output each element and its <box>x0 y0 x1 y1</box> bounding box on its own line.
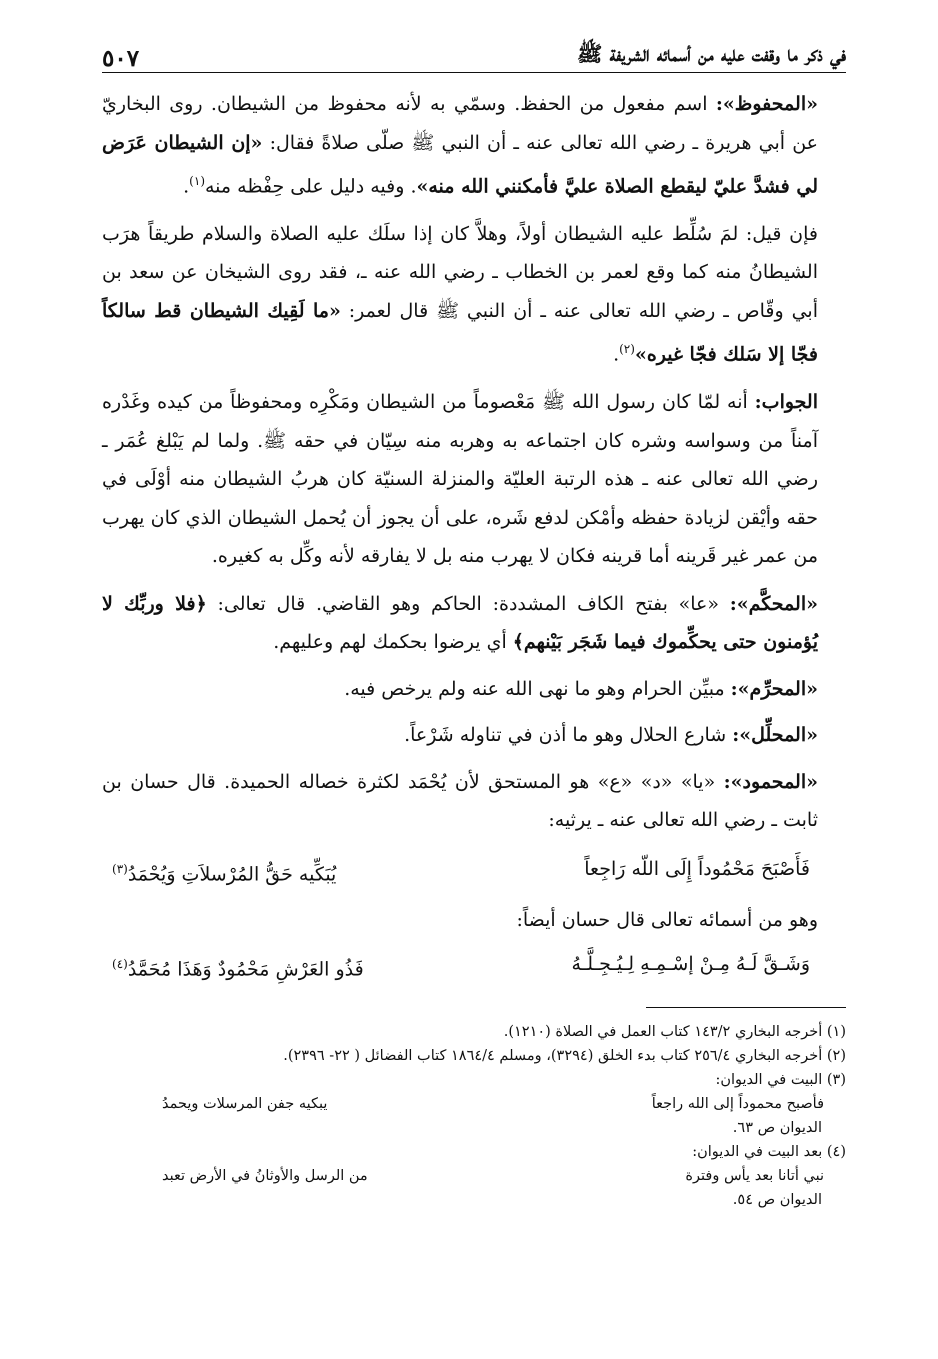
paragraph-muharrim <box>102 671 846 707</box>
footnote-3-source: الديوان ص ٦٣. <box>732 1120 822 1137</box>
term-heading: «المحفوظ»: <box>715 93 818 115</box>
paragraph-text: أنه لمّا كان رسول الله ﷺ مَعْصوماً من الشيطان ومَكْرِه ومحفوظاً من كيده وغَدْره آمناً من وسواسه وشره كان اجتماعه به وهربه منه سِيّان في حقه ﷺ. ولما لم يَبْلغ عُمَر ـ رضي الله تعالى عنه ـ هذه الرتبة العليّة والمنزلة السنيّة كان هربُ الشيطان منه أوْلَى في حقه وأيْقن لزيادة حفظه وأمْكن لدفع شَره، على أن يجوز أن يُحمل الشيطان الذي كان يهرب من عمر غير قَرينه أما قرينه فكان لا يهرب منه بل لا يفارقه لأنه وكِّل به كغيره. <box>102 391 818 568</box>
verse-first-hemistich: نبي أتانا بعد يأس وفترة <box>685 1168 824 1185</box>
paragraph-text: اسم مفعول من الحفظ. وسمّي به لأنه محفوظ من الشيطان. روى البخاريّ عن أبي هريرة ـ رضي الله تعالى عنه ـ أن النبي ﷺ صلّى صلاةً فقال: <box>102 93 818 154</box>
quran-quote: ﴿فلا وربِّك لا يُؤمنون حتى يحكِّموك فيما شَجَر بَيْنهم﴾ <box>102 592 818 654</box>
verse-second-hemistich: يبكيه جفن المرسلات ويحمدُ <box>162 1096 328 1113</box>
term-heading: «المحلِّل»: <box>732 723 818 746</box>
verse-first-hemistich: فأصبح محموداً إلى الله راجعاً <box>651 1096 824 1113</box>
paragraph-text: شارع الحلال وهو ما أذن في تناوله شَرْعاً. <box>404 723 733 746</box>
paragraph-text: أي يرضوا بحكمك لهم وعليهم. <box>273 631 513 654</box>
footnote-3-verse <box>102 1092 846 1116</box>
footnote-3: (٣) البيت في الديوان: <box>715 1072 846 1089</box>
verse-second-hemistich <box>112 944 364 989</box>
footnote-divider <box>646 1007 846 1008</box>
footnote-4-verse <box>102 1164 846 1188</box>
header-title: في ذكر ما وقفت عليه من أسمائه الشريفة ﷺ <box>576 41 846 66</box>
footnote-ref: (٣) <box>112 861 128 876</box>
term-heading: «المحكَّم»: <box>729 592 818 615</box>
footnote-4-source: الديوان ص ٥٤. <box>732 1192 822 1209</box>
paragraph-text: «يا» «د» «ع» هو المستحق لأن يُحْمَد لكثرة خصاله الحميدة. قال حسان بن ثابت ـ رضي الله تعالى عنه ـ يرثيه: <box>102 770 818 832</box>
term-heading: «المحمود»: <box>723 770 818 793</box>
paragraph-text: «عا» بفتح الكاف المشددة: الحاكم وهو القاضي. قال تعالى: <box>206 592 730 615</box>
term-heading: الجواب: <box>754 391 818 414</box>
paragraph-text: . <box>613 343 620 366</box>
poem-verse <box>102 944 846 989</box>
verse-second-hemistich: من الرسل والأوثانُ في الأرض تعبد <box>162 1168 368 1185</box>
verse-first-hemistich: فَأَصْبَحَ مَحْمُوداً إِلَى اللّه رَاجِعاً <box>584 857 810 880</box>
paragraph-question <box>102 215 846 374</box>
footnote-ref: (١) <box>189 174 205 188</box>
verse-text: يُبَكِّيه حَقُّ المُرْسلاَتِ وَيُحْمَدُ <box>127 862 337 885</box>
paragraph-muhakkam <box>102 585 846 662</box>
page-number: ٥٠٧ <box>102 45 140 72</box>
footnotes <box>102 1020 846 1212</box>
footnote-2: (٢) أخرجه البخاري ٢٥٦/٤ كتاب بدء الخلق (٣٢٩٤)، ومسلم ١٨٦٤/٤ كتاب الفضائل ( ٢٢- ٢٣٩٦). <box>283 1048 846 1065</box>
paragraph-text: فإن قيل: لمَ سُلِّط عليه الشيطان أولاً، وهلاَّ كان إذا سلَك عليه الصلاة والسلام طريقاً هرَب الشيطانُ منه كما وقع لعمر بن الخطاب ـ رضي الله عنه ـ، فقد روى الشيخان عن سعد بن أبي وقّاص ـ رضي الله تعالى عنه ـ أن النبي ﷺ قال لعمر: <box>102 222 818 322</box>
paragraph-answer <box>102 383 846 576</box>
footnote-ref: (٢) <box>619 342 635 357</box>
term-heading: «المحرِّم»: <box>730 677 818 700</box>
footnote-4: (٤) بعد البيت في الديوان: <box>692 1144 846 1161</box>
hadith-quote: «ما لَقِيك الشيطان قط سالكاً فجّا إلا سَلك فجّا غيره» <box>102 299 818 366</box>
verse-first-hemistich: وَشَـقَّ لَـهُ مِـنْ إسْـمِـهِ لِـيُـجِـلَّـهُ <box>571 952 810 975</box>
verse-intro: وهو من أسمائه تعالى قال حسان أيضاً: <box>516 908 818 931</box>
hadith-quote: «إن الشيطان عَرَض لي فشدَّ عليّ ليقطع الصلاة عليَّ فأمكنني الله منه» <box>102 131 818 198</box>
footnote-1: (١) أخرجه البخاري ١٤٣/٢ كتاب العمل في الصلاة (١٢١٠). <box>503 1024 846 1041</box>
main-text <box>102 85 846 989</box>
poem-verse <box>102 849 846 894</box>
footnote-ref: (٤) <box>112 956 128 971</box>
verse-text: فَذُو العَرْشِ مَحْمُودٌ وَهَذَا مُحَمَّدُ <box>127 958 364 981</box>
running-header <box>102 28 846 73</box>
paragraph-muhallil <box>102 717 846 753</box>
verse-second-hemistich <box>112 849 336 894</box>
paragraph-mahfuz <box>102 85 846 206</box>
paragraph-mahmud <box>102 763 846 840</box>
paragraph-text: . <box>183 175 190 198</box>
paragraph-text: مبيِّن الحرام وهو ما نهى الله عنه ولم يرخص فيه. <box>344 677 731 700</box>
paragraph-text: . وفيه دليل على حِفْظه منه <box>205 175 417 198</box>
